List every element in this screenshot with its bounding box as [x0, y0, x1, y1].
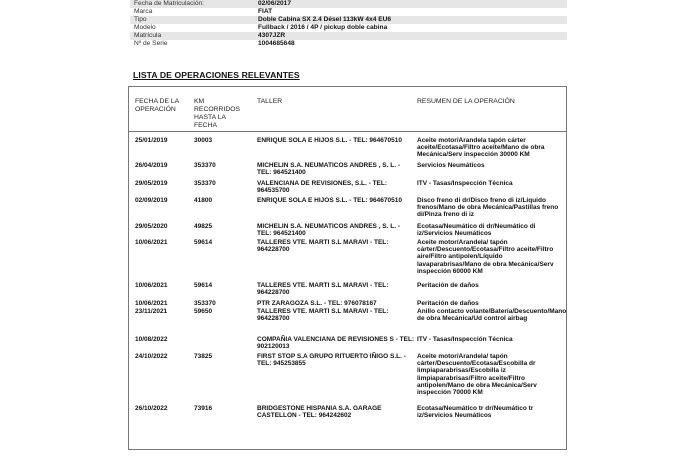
- vehicle-row-type: [130, 16, 567, 24]
- operation-date: 24/10/2022: [135, 353, 168, 360]
- operation-km: 30003: [194, 137, 213, 144]
- vehicle-row-brand: [130, 8, 567, 16]
- operations-table: [128, 86, 567, 450]
- column-header-date: FECHA DE LA OPERACIÓN: [135, 98, 179, 113]
- operation-taller: MICHELIN S.A. NEUMATICOS ANDRES , S. L. - TEL: 964521400: [257, 223, 401, 238]
- vehicle-value: 1004685648: [258, 40, 295, 47]
- operation-km: 59650: [194, 308, 213, 315]
- operation-date: 26/04/2019: [135, 162, 168, 169]
- operation-km: 353370: [194, 180, 216, 187]
- operation-date: 10/08/2022: [135, 336, 168, 343]
- operation-summary: Disco freno di dr/Disco freno di iz/Líquido frenos/Mano de obra Mecánica/Pastillas freno di/Pinza freno di iz: [417, 197, 559, 219]
- column-header-km: KM RECORRIDOS HASTA LA FECHA: [194, 98, 241, 129]
- operation-taller: TALLERES VTE. MARTI S.L MARAVI - TEL: 964228700: [257, 308, 389, 323]
- vehicle-row-registration-date: [130, 0, 567, 8]
- operation-date: 02/09/2019: [135, 197, 168, 204]
- operation-km: 73916: [194, 405, 213, 412]
- operation-km: 353370: [194, 162, 216, 169]
- operation-summary: Ecotasa/Neumático di dr/Neumático di iz/Servicios Neumáticos: [417, 223, 536, 238]
- operation-date: 25/01/2019: [135, 137, 168, 144]
- operation-summary: Aceite motor/Arandela/ tapón cárter/Descuento/Ecotasa/Filtro aceite/Filtro aire/Filtro antipolen/Líquido lavaparabrisas/Mano de obra Mecánica/Serv inspección 60000 KM: [417, 239, 554, 275]
- vehicle-label: Fecha de Matriculación:: [134, 0, 205, 7]
- vehicle-row-model: [130, 24, 567, 32]
- operation-date: 10/06/2021: [135, 239, 168, 246]
- vehicle-row-plate: [130, 32, 567, 40]
- vehicle-value: Fullback / 2016 / 4P / pickup doble cabina: [258, 24, 388, 31]
- operation-km: 73825: [194, 353, 213, 360]
- vehicle-label: Modelo: [134, 24, 156, 31]
- operation-taller: MICHELIN S.A. NEUMATICOS ANDRES , S. L. - TEL: 964521400: [257, 162, 401, 177]
- operation-taller: TALLERES VTE. MARTI S.L MARAVI - TEL: 964228700: [257, 239, 389, 254]
- operation-taller: BRIDGESTONE HISPANIA S.A. GARAGE CASTELLON - TEL: 964242602: [257, 405, 382, 420]
- vehicle-label: Marca: [134, 8, 153, 15]
- operation-summary: Peritación de daños: [417, 282, 479, 289]
- operation-km: 353370: [194, 300, 216, 307]
- operation-taller: ENRIQUE SOLA E HIJOS S.L. - TEL: 964670510: [257, 197, 402, 204]
- operation-taller: PTR ZARAGOZA S.L. - TEL: 976078167: [257, 300, 377, 307]
- operation-taller: ENRIQUE SOLA E HIJOS S.L. - TEL: 964670510: [257, 137, 402, 144]
- section-title: LISTA DE OPERACIONES RELEVANTES: [133, 70, 300, 80]
- vehicle-value: 4307JZR: [258, 32, 286, 39]
- column-header-taller: TALLER: [257, 98, 283, 105]
- vehicle-row-serial: [130, 40, 567, 48]
- operation-taller: COMPAÑIA VALENCIANA DE REVISIONES S - TEL: 902120013: [257, 336, 415, 351]
- vehicle-label: Tipo: [134, 16, 147, 23]
- operation-taller: FIRST STOP S.A GRUPO RITUERTO IÑIGO S.L. - TEL: 945253855: [257, 353, 406, 368]
- operation-summary: Ecotasa/Neumático tr dr/Neumático tr iz/Servicios Neumáticos: [417, 405, 534, 420]
- operation-summary: Peritación de daños: [417, 300, 479, 307]
- operation-km: 59614: [194, 282, 213, 289]
- operation-date: 10/06/2021: [135, 300, 168, 307]
- operation-summary: Aceite motor/Arandela tapón cárter aceite/Ecotasa/Filtro aceite/Mano de obra Mecánica/Serv inspección 30000 KM: [417, 137, 545, 159]
- column-header-resumen: RESUMEN DE LA OPERACIÓN: [417, 98, 515, 105]
- operation-km: 59614: [194, 239, 213, 246]
- vehicle-label: Nº de Serie: [134, 40, 168, 47]
- vehicle-info: [130, 0, 567, 48]
- vehicle-value: 02/06/2017: [258, 0, 292, 7]
- vehicle-value: Doble Cabina SX 2.4 Désel 113kW 4x4 EU6: [258, 16, 392, 23]
- operation-date: 26/10/2022: [135, 405, 168, 412]
- operation-summary: Aceite motor/Arandela/ tapón cárter/Descuento/Ecotasa/Escobilla dr limpiaparabrisas/Escobilla iz limpiaparabrisas/Filtro aceite/Filtro antipolen/Mano de obra Mecánica/Serv inspección 70000 KM: [417, 353, 537, 397]
- operation-summary: ITV - Tasas/Inspección Técnica: [417, 180, 513, 187]
- operation-taller: VALENCIANA DE REVISIONES, S.L. - TEL: 964535700: [257, 180, 388, 195]
- vehicle-label: Matrícula: [134, 32, 162, 39]
- operation-km: 41800: [194, 197, 213, 204]
- operation-date: 10/06/2021: [135, 282, 168, 289]
- operation-summary: ITV - Tasas/Inspección Técnica: [417, 336, 513, 343]
- operation-summary: Servicios Neumáticos: [417, 162, 485, 169]
- operation-date: 29/05/2019: [135, 180, 168, 187]
- vehicle-value: FIAT: [258, 8, 273, 15]
- operations-table-header: [129, 87, 566, 132]
- operation-taller: TALLERES VTE. MARTI S.L MARAVI - TEL: 964228700: [257, 282, 389, 297]
- operation-date: 29/05/2020: [135, 223, 168, 230]
- operation-km: 49825: [194, 223, 213, 230]
- operation-summary: Anillo contacto volante/Batería/Descuento/Mano de obra Mecánica/Ud control airbag: [417, 308, 567, 323]
- operation-date: 23/11/2021: [135, 308, 168, 315]
